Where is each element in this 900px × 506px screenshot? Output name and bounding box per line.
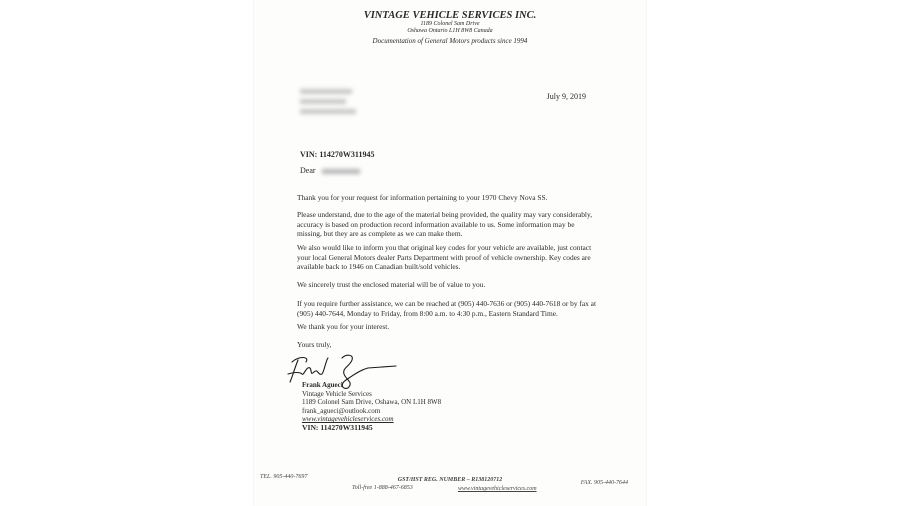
company-tagline: Documentation of General Motors products since 1994 xyxy=(372,37,528,45)
company-name: VINTAGE VEHICLE SERVICES INC. xyxy=(363,10,537,21)
paragraph-6-text: We thank you for your interest. xyxy=(297,322,390,331)
signer-email: frank_agueci@outlook.com xyxy=(302,406,381,415)
paragraph-5-text: If you require further assistance, we can be reached at (905) 440-7636 or (905) 440-7618 or by fax at (905) 440-7644, Monday to Friday, from 8:00 a.m. to 4:30 p.m., Eastern Standard Time. xyxy=(297,299,597,318)
company-address-line-2: Oshawa Ontario L1H 8W8 Canada xyxy=(407,28,493,34)
footer-gst: GST/HST REG. NUMBER – R138120712 xyxy=(397,477,503,483)
signature-block xyxy=(302,381,441,432)
paragraph-1 xyxy=(297,193,599,203)
closing-text: Yours truly, xyxy=(297,340,332,349)
salutation xyxy=(300,166,360,175)
paragraph-2 xyxy=(297,210,599,239)
paragraph-3 xyxy=(297,243,599,272)
signer-address: 1189 Colonel Sam Drive, Oshawa, ON L1H 8W8 xyxy=(302,398,442,406)
paragraph-4-text: We sincerely trust the enclosed material will be of value to you. xyxy=(297,280,486,289)
footer-website-link[interactable]: www.vintagevehicleservices.com xyxy=(458,486,537,492)
signer-website-link[interactable]: www.vintagevehicleservices.com xyxy=(302,415,394,423)
paragraph-4 xyxy=(297,280,599,290)
footer-tel: TEL. 905-440-7697 xyxy=(260,474,308,480)
paragraph-1-text: Thank you for your request for information pertaining to your 1970 Chevy Nova SS. xyxy=(297,193,548,202)
letter-page xyxy=(254,0,646,506)
salutation-text: Dear xyxy=(300,166,316,175)
company-address-line-1: 1189 Colonel Sam Drive xyxy=(420,21,480,27)
footer-fax: FAX. 905-440-7644 xyxy=(580,480,628,486)
paragraph-3-text: We also would like to inform you that original key codes for your vehicle are available, just contact your local General Motors dealer Parts Department with proof of vehicle ownership. Key codes are available back to 1946 on Canadian built/sold vehicles. xyxy=(297,243,592,272)
paragraph-5 xyxy=(297,299,599,318)
footer-tollfree: Toll-free 1-888-467-6853 xyxy=(352,485,413,491)
paragraph-2-text: Please understand, due to the age of the material being provided, the quality may vary considerably, accuracy is based on production record information available to us. Some information may be missing, but they are as complete as we can make them. xyxy=(297,210,593,239)
signer-vin: VIN: 114270W311945 xyxy=(302,422,373,432)
redacted-recipient-name xyxy=(322,169,360,174)
letter-date: July 9, 2019 xyxy=(546,92,586,101)
signer-name: Frank Agueci xyxy=(302,381,343,389)
paragraph-6 xyxy=(297,322,599,332)
closing xyxy=(297,340,599,350)
signer-company: Vintage Vehicle Services xyxy=(302,389,372,398)
vin-line: VIN: 114270W311945 xyxy=(300,150,375,159)
